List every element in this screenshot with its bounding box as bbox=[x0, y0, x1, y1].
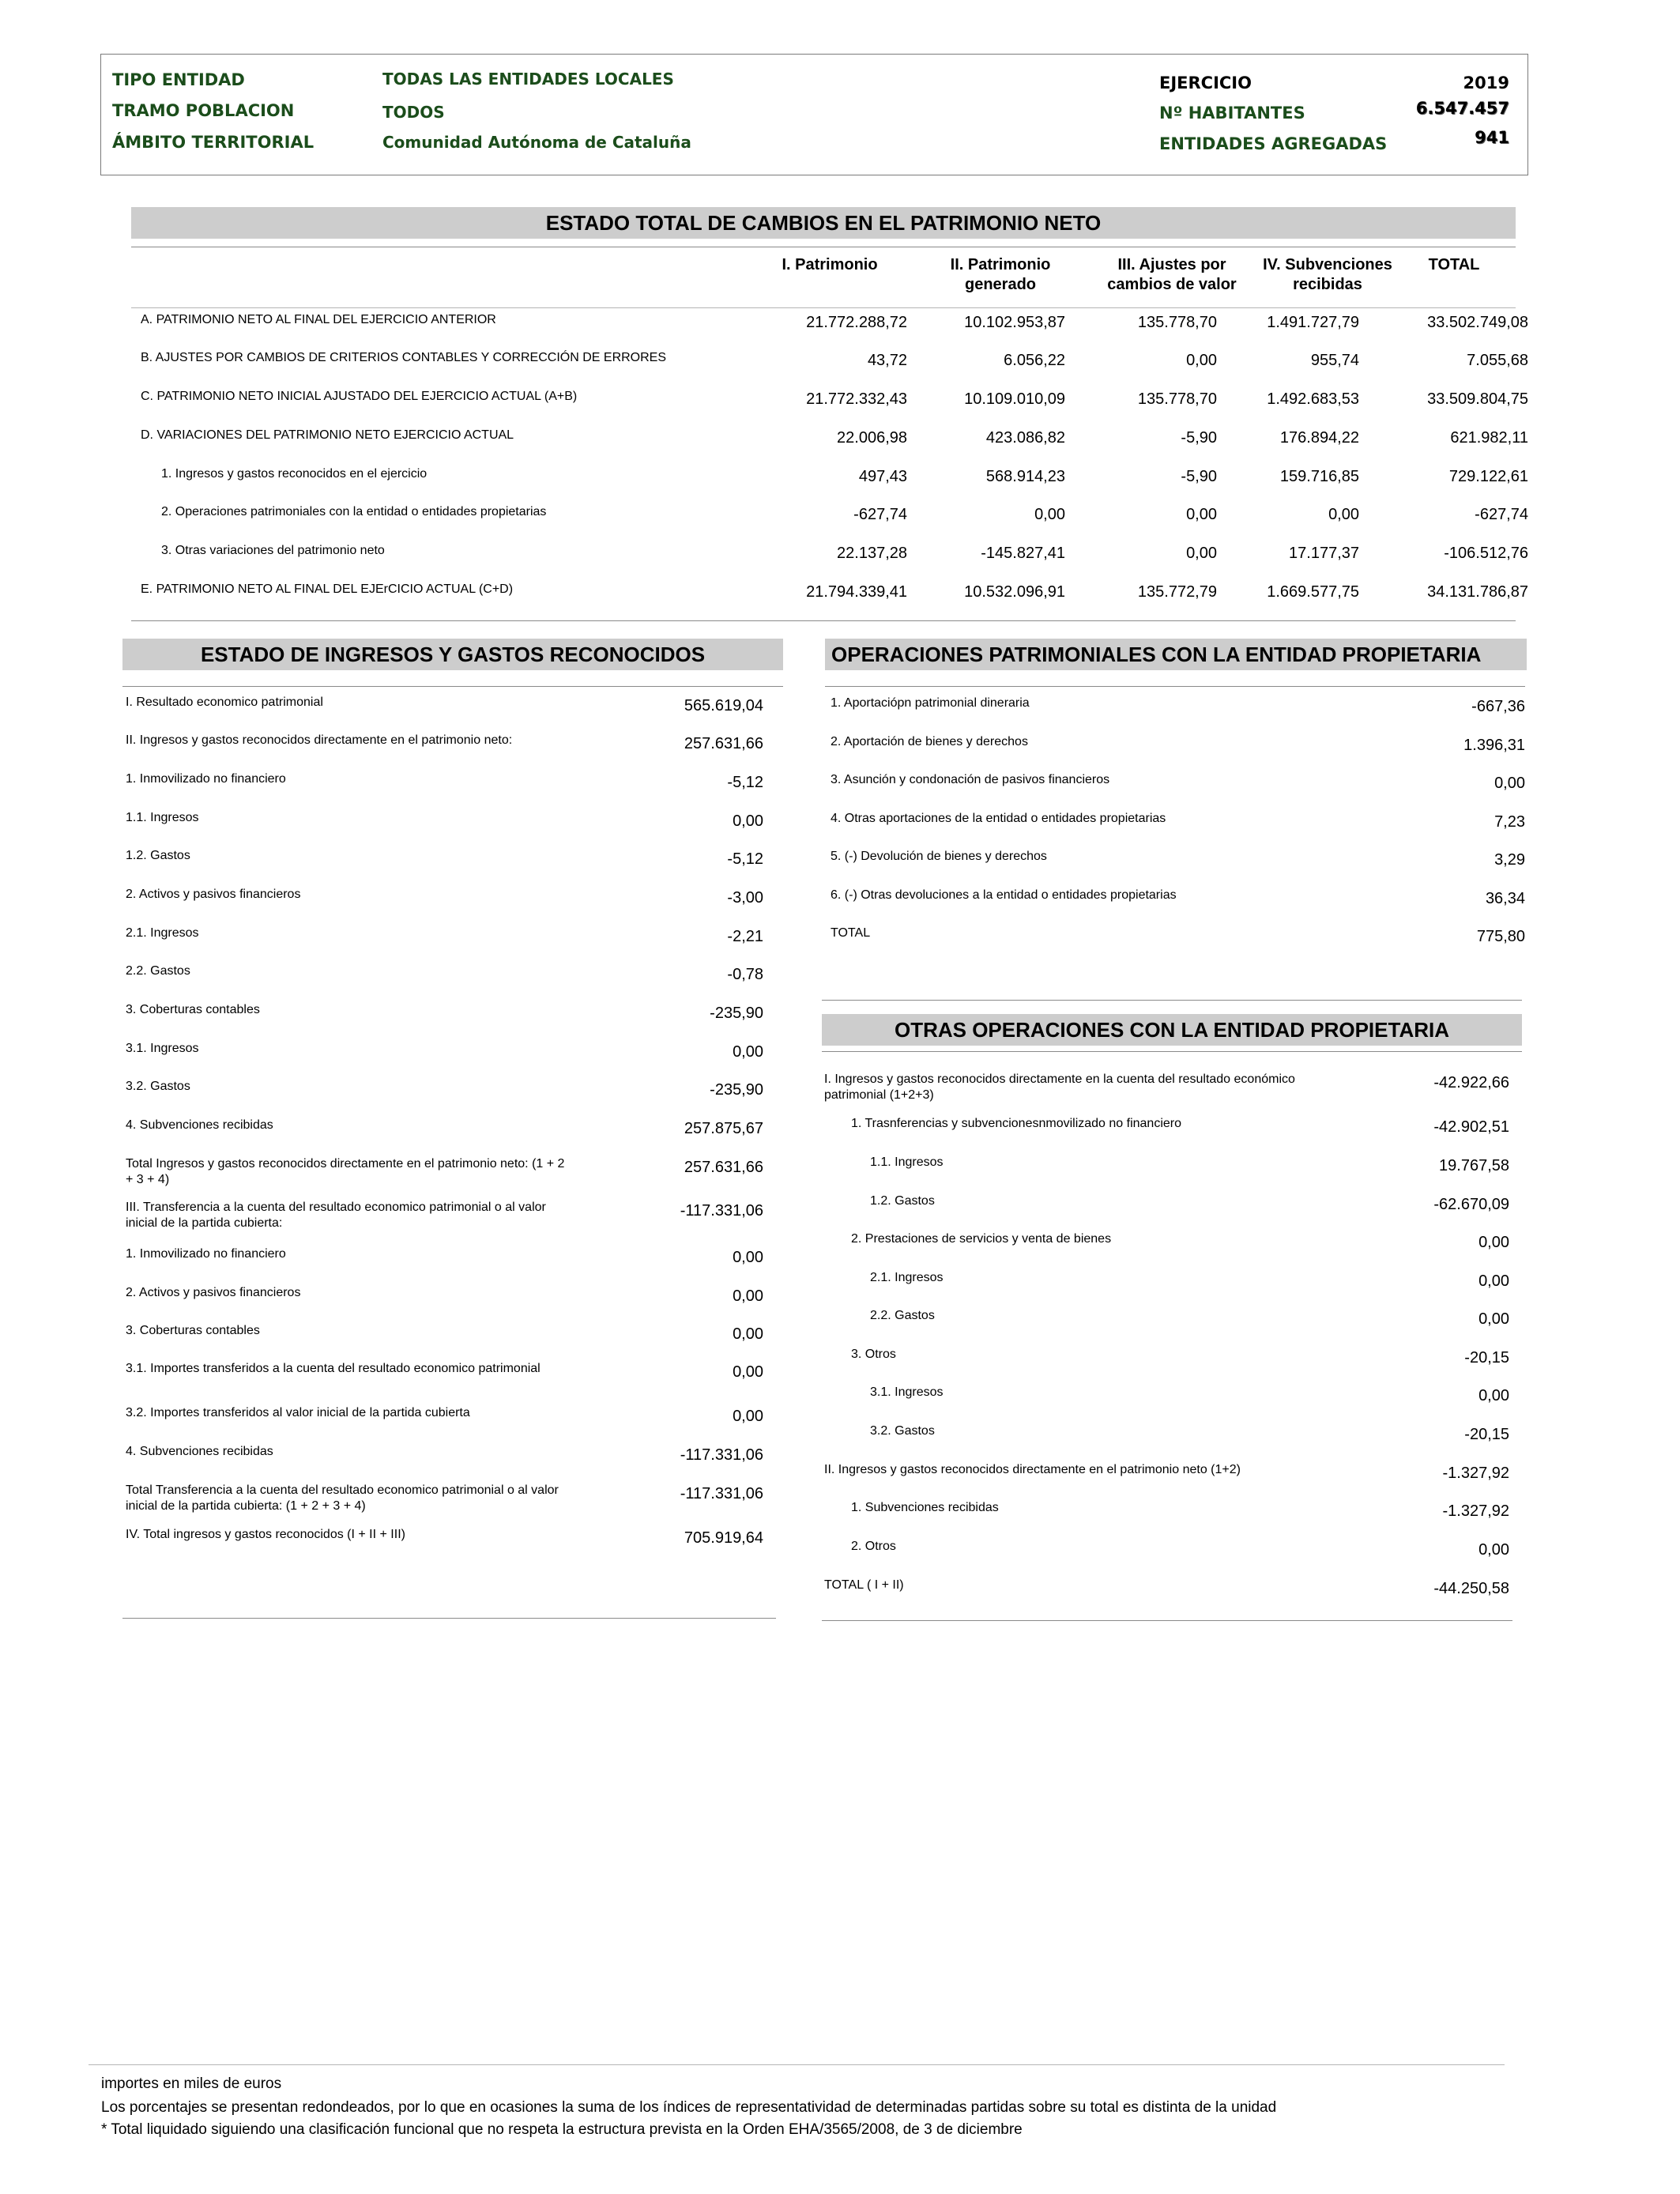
otras-row-label: 3. Otros bbox=[851, 1348, 896, 1361]
ingresos-gastos-value: 257.631,66 bbox=[684, 735, 763, 752]
ingresos-gastos-value: -3,00 bbox=[727, 889, 763, 907]
operaciones-value: -667,36 bbox=[1471, 698, 1525, 715]
cambios-cell: 33.502.749,08 bbox=[1427, 314, 1528, 331]
ambito-territorial-value: Comunidad Autónoma de Cataluña bbox=[382, 133, 691, 152]
cambios-col-header: TOTAL bbox=[1428, 256, 1480, 273]
otras-top-rule bbox=[822, 1000, 1522, 1001]
cambios-cell: 0,00 bbox=[1328, 506, 1359, 523]
ingresos-gastos-bottom-rule bbox=[122, 1618, 776, 1619]
habitantes-label: Nº HABITANTES bbox=[1159, 104, 1305, 123]
otras-value: 0,00 bbox=[1478, 1272, 1509, 1290]
otras-value: 0,00 bbox=[1478, 1541, 1509, 1559]
otras-value: -20,15 bbox=[1464, 1349, 1509, 1367]
cambios-cell: -5,90 bbox=[1181, 429, 1217, 447]
tramo-poblacion-value: TODOS bbox=[382, 103, 445, 122]
otras-row-label: 1. Subvenciones recibidas bbox=[851, 1501, 999, 1514]
ingresos-gastos-value: 0,00 bbox=[733, 1325, 763, 1343]
cambios-header-rule bbox=[131, 307, 1516, 308]
otras-value: -20,15 bbox=[1464, 1426, 1509, 1443]
ingresos-gastos-value: -5,12 bbox=[727, 774, 763, 791]
otras-row-label: 2. Otros bbox=[851, 1540, 896, 1553]
tramo-poblacion-label: TRAMO POBLACION bbox=[112, 101, 295, 120]
ingresos-gastos-row-label: IV. Total ingresos y gastos reconocidos (I + II + III) bbox=[126, 1528, 405, 1541]
cambios-cell: 43,72 bbox=[867, 352, 907, 369]
ingresos-gastos-row-label: 2. Activos y pasivos financieros bbox=[126, 888, 301, 901]
ingresos-gastos-value: -117.331,06 bbox=[680, 1446, 763, 1464]
cambios-cell: 33.509.804,75 bbox=[1427, 390, 1528, 408]
otras-row-label: 1. Trasnferencias y subvencionesnmovilizado no financiero bbox=[851, 1117, 1182, 1130]
cambios-cell: 10.532.096,91 bbox=[964, 583, 1065, 601]
ingresos-gastos-row-label: 3.2. Gastos bbox=[126, 1080, 190, 1093]
ingresos-gastos-row-label: 3.1. Ingresos bbox=[126, 1042, 199, 1055]
cambios-row-label: A. PATRIMONIO NETO AL FINAL DEL EJERCICIO ANTERIOR bbox=[141, 313, 496, 326]
cambios-cell: 159.716,85 bbox=[1279, 468, 1359, 485]
cambios-cell: -627,74 bbox=[1475, 506, 1528, 523]
otras-value: 19.767,58 bbox=[1439, 1157, 1509, 1174]
ingresos-gastos-row-label: 1. Inmovilizado no financiero bbox=[126, 772, 286, 786]
ingresos-gastos-row-label: 3.2. Importes transferidos al valor inicial de la partida cubierta bbox=[126, 1406, 470, 1419]
header-panel bbox=[100, 54, 1528, 175]
otras-row-label: 3.2. Gastos bbox=[870, 1424, 935, 1438]
ingresos-gastos-value: 705.919,64 bbox=[684, 1529, 763, 1547]
otras-value: 0,00 bbox=[1478, 1310, 1509, 1328]
ingresos-gastos-row-label: 4. Subvenciones recibidas bbox=[126, 1118, 273, 1132]
otras-bottom-rule bbox=[822, 1620, 1512, 1621]
otras-header-rule bbox=[822, 1051, 1522, 1052]
otras-row-label: 1.1. Ingresos bbox=[870, 1155, 944, 1169]
cambios-row-label: 2. Operaciones patrimoniales con la entidad o entidades propietarias bbox=[161, 505, 547, 518]
cambios-cell: 135.778,70 bbox=[1137, 314, 1217, 331]
cambios-row-label: 1. Ingresos y gastos reconocidos en el ejercicio bbox=[161, 467, 428, 481]
cambios-cell: 10.109.010,09 bbox=[964, 390, 1065, 408]
cambios-cell: 0,00 bbox=[1186, 545, 1217, 562]
ingresos-gastos-row-label: 4. Subvenciones recibidas bbox=[126, 1445, 273, 1458]
otras-row-label: I. Ingresos y gastos reconocidos directamente en la cuenta del resultado económico patrimonial (1+2+3) bbox=[824, 1072, 1295, 1102]
cambios-col-header: III. Ajustes por cambios de valor bbox=[1107, 256, 1237, 293]
cambios-cell: 7.055,68 bbox=[1467, 352, 1528, 369]
otras-row-label: TOTAL ( I + II) bbox=[824, 1578, 904, 1592]
operaciones-row-label: 2. Aportación de bienes y derechos bbox=[831, 735, 1028, 748]
operaciones-value: 1.396,31 bbox=[1463, 737, 1525, 754]
ingresos-gastos-row-label: III. Transferencia a la cuenta del resultado economico patrimonial o al valor inicial de la partida cubierta: bbox=[126, 1201, 546, 1230]
cambios-row-label: C. PATRIMONIO NETO INICIAL AJUSTADO DEL EJERCICIO ACTUAL (A+B) bbox=[141, 390, 578, 403]
cambios-cell: 135.778,70 bbox=[1137, 390, 1217, 408]
ingresos-gastos-row-label: Total Transferencia a la cuenta del resultado economico patrimonial o al valor inicial de la partida cubierta: (1 + 2 + 3 + 4) bbox=[126, 1483, 559, 1513]
ingresos-gastos-row-label: 2.1. Ingresos bbox=[126, 926, 199, 940]
ingresos-gastos-value: -2,21 bbox=[727, 928, 763, 945]
cambios-cell: 6.056,22 bbox=[1004, 352, 1065, 369]
ingresos-gastos-value: 565.619,04 bbox=[684, 697, 763, 714]
operaciones-value: 3,29 bbox=[1494, 851, 1525, 869]
cambios-cell: 176.894,22 bbox=[1279, 429, 1359, 447]
operaciones-row-label: 1. Aportaciópn patrimonial dineraria bbox=[831, 696, 1030, 710]
operaciones-row-label: TOTAL bbox=[831, 926, 871, 940]
cambios-section-title: ESTADO TOTAL DE CAMBIOS EN EL PATRIMONIO NETO bbox=[131, 207, 1516, 239]
cambios-row-label: E. PATRIMONIO NETO AL FINAL DEL EJErCICIO ACTUAL (C+D) bbox=[141, 582, 514, 596]
cambios-row-label: 3. Otras variaciones del patrimonio neto bbox=[161, 544, 385, 557]
ingresos-gastos-value: 0,00 bbox=[733, 1249, 763, 1266]
ingresos-gastos-value: -235,90 bbox=[710, 1005, 763, 1022]
cambios-cell: -5,90 bbox=[1181, 468, 1217, 485]
cambios-cell: -627,74 bbox=[853, 506, 907, 523]
cambios-cell: 22.137,28 bbox=[837, 545, 907, 562]
ingresos-gastos-value: -5,12 bbox=[727, 850, 763, 868]
otras-row-label: 2. Prestaciones de servicios y venta de bienes bbox=[851, 1232, 1112, 1246]
cambios-bottom-rule bbox=[131, 620, 1516, 621]
otras-value: -44.250,58 bbox=[1433, 1580, 1509, 1597]
operaciones-value: 36,34 bbox=[1485, 890, 1525, 907]
footer-rounding-note: Los porcentajes se presentan redondeados, por lo que en ocasiones la suma de los índices de representatividad de determinadas partidas sobre su total es distinta de la unidad bbox=[101, 2099, 1277, 2116]
otras-value: -1.327,92 bbox=[1442, 1465, 1509, 1482]
cambios-cell: 34.131.786,87 bbox=[1427, 583, 1528, 601]
tipo-entidad-label: TIPO ENTIDAD bbox=[112, 70, 245, 89]
cambios-cell: -145.827,41 bbox=[981, 545, 1065, 562]
cambios-cell: 955,74 bbox=[1310, 352, 1359, 369]
habitantes-value: 6.547.457 bbox=[1415, 99, 1509, 118]
cambios-cell: 17.177,37 bbox=[1289, 545, 1359, 562]
ingresos-gastos-row-label: 3. Coberturas contables bbox=[126, 1324, 260, 1337]
otras-row-label: 1.2. Gastos bbox=[870, 1194, 935, 1208]
ingresos-gastos-row-label: Total Ingresos y gastos reconocidos directamente en el patrimonio neto: (1 + 2 + 3 + 4) bbox=[126, 1157, 565, 1186]
ingresos-gastos-value: 0,00 bbox=[733, 1043, 763, 1061]
cambios-cell: 1.491.727,79 bbox=[1267, 314, 1359, 331]
footer-units-note: importes en miles de euros bbox=[101, 2075, 282, 2092]
cambios-cell: 21.794.339,41 bbox=[806, 583, 907, 601]
ingresos-gastos-value: 0,00 bbox=[733, 812, 763, 830]
cambios-cell: 22.006,98 bbox=[837, 429, 907, 447]
ingresos-gastos-value: 0,00 bbox=[733, 1363, 763, 1381]
cambios-col-header: II. Patrimonio generado bbox=[950, 256, 1051, 293]
otras-section-title: OTRAS OPERACIONES CON LA ENTIDAD PROPIETARIA bbox=[822, 1014, 1522, 1046]
cambios-cell: -106.512,76 bbox=[1444, 545, 1528, 562]
cambios-cell: 135.772,79 bbox=[1137, 583, 1217, 601]
ingresos-gastos-row-label: 1.2. Gastos bbox=[126, 849, 190, 862]
otras-value: -62.670,09 bbox=[1433, 1196, 1509, 1213]
otras-value: 0,00 bbox=[1478, 1387, 1509, 1404]
otras-value: -42.902,51 bbox=[1433, 1118, 1509, 1136]
cambios-cell: 0,00 bbox=[1034, 506, 1065, 523]
ambito-territorial-label: ÁMBITO TERRITORIAL bbox=[112, 133, 315, 152]
cambios-cell: 423.086,82 bbox=[985, 429, 1065, 447]
ingresos-gastos-row-label: 2.2. Gastos bbox=[126, 964, 190, 978]
cambios-cell: 10.102.953,87 bbox=[964, 314, 1065, 331]
ingresos-gastos-row-label: 2. Activos y pasivos financieros bbox=[126, 1286, 301, 1299]
otras-value: 0,00 bbox=[1478, 1234, 1509, 1251]
footer-liquidado-note: * Total liquidado siguiendo una clasificación funcional que no respeta la estructura prevista en la Orden EHA/3565/2008, de 3 de diciembre bbox=[101, 2121, 1023, 2138]
cambios-col-header: I. Patrimonio bbox=[782, 256, 878, 273]
cambios-col-header: IV. Subvenciones recibidas bbox=[1263, 256, 1392, 293]
cambios-cell: 1.669.577,75 bbox=[1267, 583, 1359, 601]
otras-value: -1.327,92 bbox=[1442, 1502, 1509, 1520]
ingresos-gastos-row-label: 1.1. Ingresos bbox=[126, 811, 199, 824]
otras-value: -42.922,66 bbox=[1433, 1074, 1509, 1091]
otras-row-label: 3.1. Ingresos bbox=[870, 1385, 944, 1399]
cambios-cell: 1.492.683,53 bbox=[1267, 390, 1359, 408]
cambios-cell: 729.122,61 bbox=[1448, 468, 1528, 485]
operaciones-row-label: 4. Otras aportaciones de la entidad o entidades propietarias bbox=[831, 812, 1166, 825]
ingresos-gastos-row-label: 3. Coberturas contables bbox=[126, 1003, 260, 1016]
ingresos-gastos-top-rule bbox=[122, 686, 783, 687]
cambios-cell: 21.772.332,43 bbox=[806, 390, 907, 408]
ingresos-gastos-value: -235,90 bbox=[710, 1081, 763, 1099]
operaciones-top-rule bbox=[825, 686, 1525, 687]
cambios-row-label: D. VARIACIONES DEL PATRIMONIO NETO EJERCICIO ACTUAL bbox=[141, 428, 514, 442]
ingresos-gastos-section-title: ESTADO DE INGRESOS Y GASTOS RECONOCIDOS bbox=[122, 639, 783, 670]
ingresos-gastos-value: 0,00 bbox=[733, 1287, 763, 1305]
operaciones-value: 0,00 bbox=[1494, 775, 1525, 792]
ingresos-gastos-value: 0,00 bbox=[733, 1408, 763, 1425]
ingresos-gastos-row-label: 1. Inmovilizado no financiero bbox=[126, 1247, 286, 1261]
operaciones-value: 7,23 bbox=[1494, 813, 1525, 831]
entidades-agregadas-label: ENTIDADES AGREGADAS bbox=[1159, 134, 1388, 153]
ingresos-gastos-value: 257.875,67 bbox=[684, 1120, 763, 1137]
otras-row-label: II. Ingresos y gastos reconocidos directamente en el patrimonio neto (1+2) bbox=[824, 1463, 1241, 1476]
operaciones-row-label: 6. (-) Otras devoluciones a la entidad o entidades propietarias bbox=[831, 888, 1177, 902]
cambios-cell: 568.914,23 bbox=[985, 468, 1065, 485]
cambios-cell: 497,43 bbox=[858, 468, 907, 485]
cambios-row-label: B. AJUSTES POR CAMBIOS DE CRITERIOS CONTABLES Y CORRECCIÓN DE ERRORES bbox=[141, 351, 667, 364]
cambios-cell: 621.982,11 bbox=[1450, 429, 1528, 447]
operaciones-section-title: OPERACIONES PATRIMONIALES CON LA ENTIDAD PROPIETARIA bbox=[825, 639, 1527, 670]
footer-rule bbox=[89, 2064, 1505, 2065]
cambios-cell: 0,00 bbox=[1186, 506, 1217, 523]
operaciones-value: 775,80 bbox=[1476, 928, 1525, 945]
ejercicio-label: EJERCICIO bbox=[1159, 74, 1252, 92]
ingresos-gastos-value: -117.331,06 bbox=[680, 1485, 763, 1502]
operaciones-row-label: 3. Asunción y condonación de pasivos financieros bbox=[831, 773, 1110, 786]
otras-row-label: 2.2. Gastos bbox=[870, 1309, 935, 1322]
cambios-cell: 0,00 bbox=[1186, 352, 1217, 369]
ingresos-gastos-value: 257.631,66 bbox=[684, 1159, 763, 1176]
ingresos-gastos-row-label: II. Ingresos y gastos reconocidos directamente en el patrimonio neto: bbox=[126, 733, 513, 747]
cambios-cell: 21.772.288,72 bbox=[806, 314, 907, 331]
operaciones-row-label: 5. (-) Devolución de bienes y derechos bbox=[831, 850, 1047, 863]
entidades-agregadas-value: 941 bbox=[1475, 128, 1509, 147]
ingresos-gastos-value: -0,78 bbox=[727, 966, 763, 983]
ingresos-gastos-row-label: 3.1. Importes transferidos a la cuenta del resultado economico patrimonial bbox=[126, 1362, 541, 1375]
tipo-entidad-value: TODAS LAS ENTIDADES LOCALES bbox=[382, 70, 674, 89]
ingresos-gastos-row-label: I. Resultado economico patrimonial bbox=[126, 696, 323, 709]
ejercicio-value: 2019 bbox=[1463, 74, 1509, 92]
otras-row-label: 2.1. Ingresos bbox=[870, 1271, 944, 1284]
ingresos-gastos-value: -117.331,06 bbox=[680, 1202, 763, 1220]
